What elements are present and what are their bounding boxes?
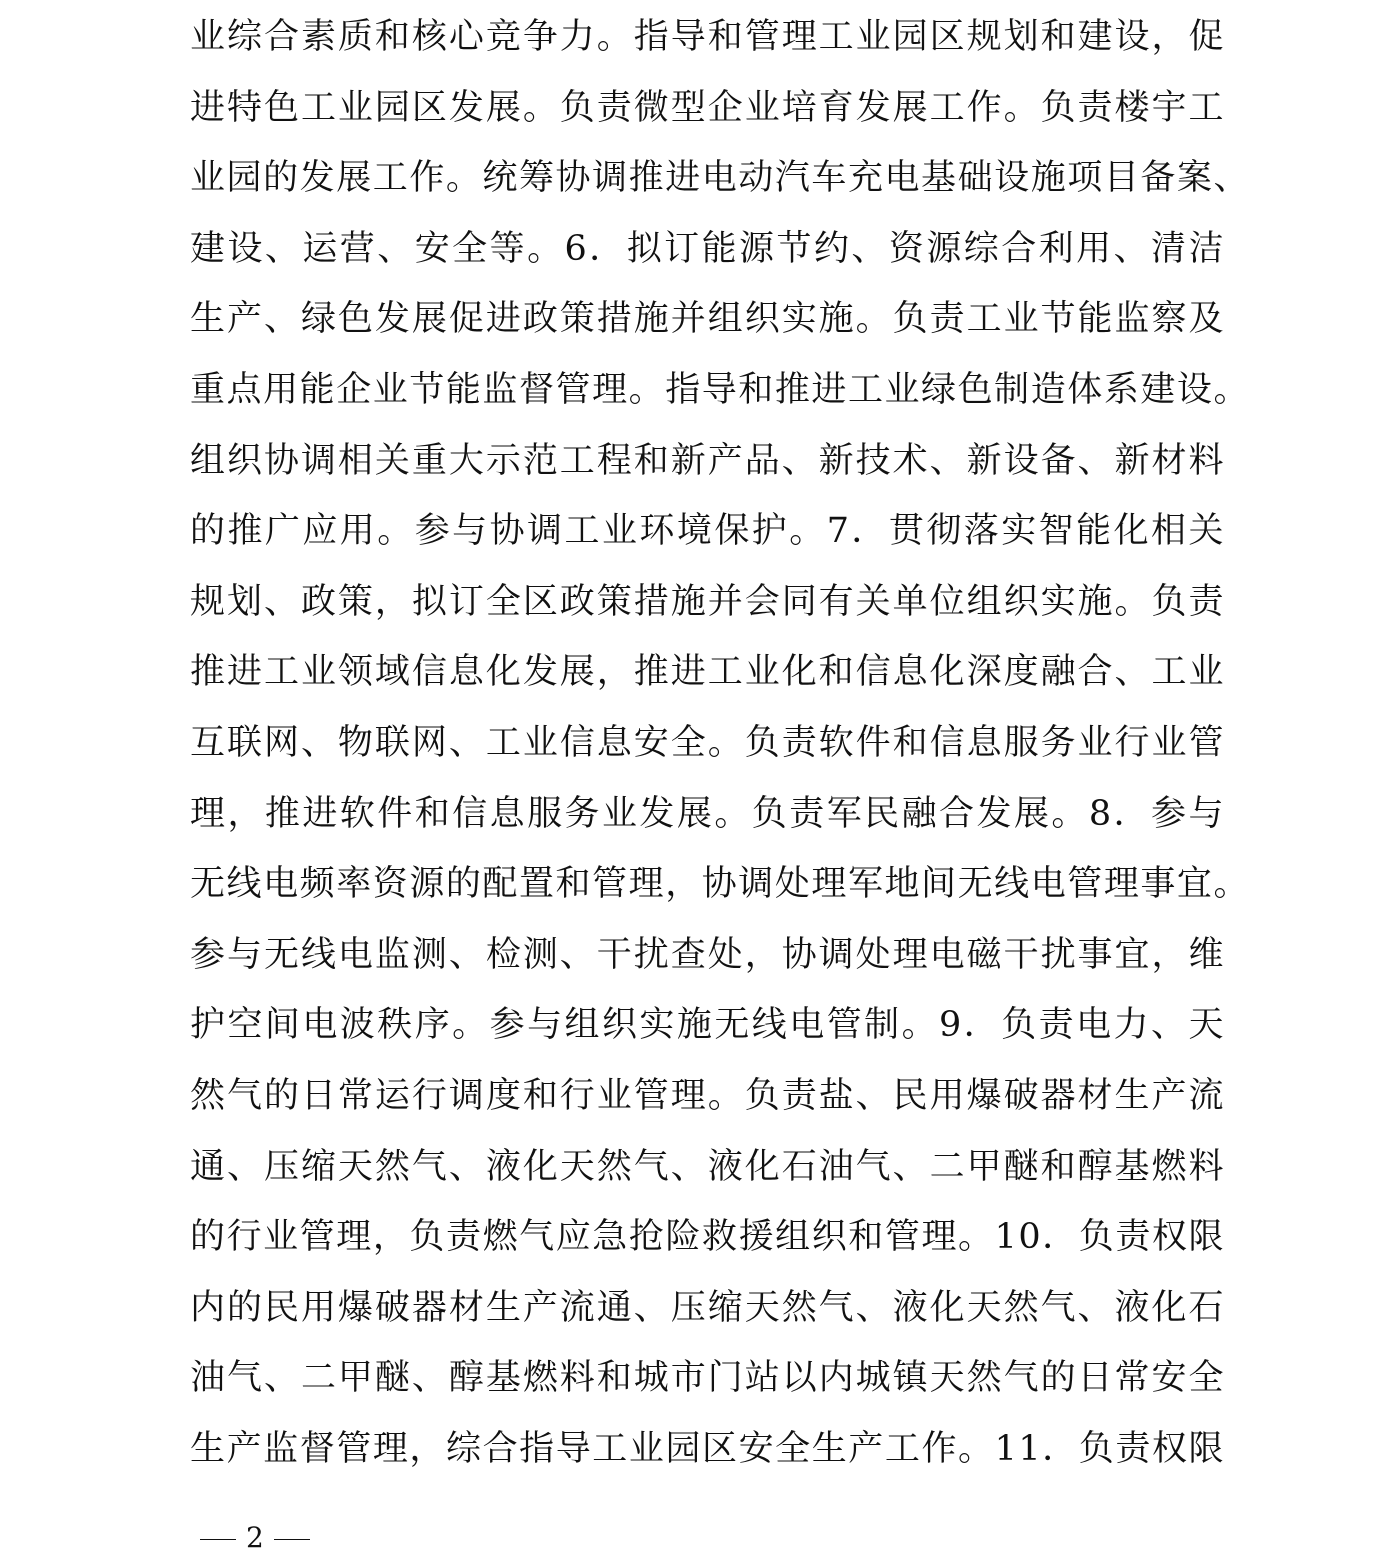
text-line: 业园的发展工作。统筹协调推进电动汽车充电基础设施项目备案、 bbox=[190, 158, 1250, 199]
text-line: 无线电频率资源的配置和管理，协调处理军地间无线电管理事宜。 bbox=[190, 864, 1250, 905]
text-line: 的行业管理，负责燃气应急抢险救援组织和管理。10．负责权限 bbox=[190, 1217, 1225, 1258]
text-line: 参与无线电监测、检测、干扰查处，协调处理电磁干扰事宜，维 bbox=[190, 934, 1225, 975]
text-line: 进特色工业园区发展。负责微型企业培育发展工作。负责楼宇工 bbox=[190, 87, 1225, 128]
text-line: 组织协调相关重大示范工程和新产品、新技术、新设备、新材料 bbox=[190, 440, 1225, 481]
text-line: 通、压缩天然气、液化天然气、液化石油气、二甲醚和醇基燃料 bbox=[190, 1146, 1225, 1187]
text-line: 重点用能企业节能监督管理。指导和推进工业绿色制造体系建设。 bbox=[190, 369, 1250, 410]
text-line: 生产、绿色发展促进政策措施并组织实施。负责工业节能监察及 bbox=[190, 299, 1225, 340]
text-line: 护空间电波秩序。参与组织实施无线电管制。9．负责电力、天 bbox=[190, 1005, 1225, 1046]
text-line: 互联网、物联网、工业信息安全。负责软件和信息服务业行业管 bbox=[190, 722, 1225, 763]
text-line: 业综合素质和核心竞争力。指导和管理工业园区规划和建设，促 bbox=[190, 17, 1225, 57]
text-line: 理，推进软件和信息服务业发展。负责军民融合发展。8．参与 bbox=[190, 793, 1225, 834]
text-line: 然气的日常运行调度和行业管理。负责盐、民用爆破器材生产流 bbox=[190, 1075, 1225, 1116]
page-footer bbox=[190, 1518, 320, 1558]
left-dash bbox=[200, 1539, 236, 1540]
text-line: 油气、二甲醚、醇基燃料和城市门站以内城镇天然气的日常安全 bbox=[190, 1358, 1225, 1399]
page-number: 2 bbox=[246, 1521, 264, 1554]
text-line: 规划、政策，拟订全区政策措施并会同有关单位组织实施。负责 bbox=[190, 581, 1225, 622]
text-line: 建设、运营、安全等。6．拟订能源节约、资源综合利用、清洁 bbox=[190, 228, 1225, 269]
text-line: 推进工业领域信息化发展，推进工业化和信息化深度融合、工业 bbox=[190, 652, 1225, 693]
text-line: 的推广应用。参与协调工业环境保护。7．贯彻落实智能化相关 bbox=[190, 511, 1225, 552]
body-text bbox=[190, 2, 1250, 1484]
text-line: 生产监督管理，综合指导工业园区安全生产工作。11．负责权限 bbox=[190, 1428, 1225, 1469]
right-dash bbox=[274, 1539, 310, 1540]
text-line: 内的民用爆破器材生产流通、压缩天然气、液化天然气、液化石 bbox=[190, 1287, 1225, 1328]
